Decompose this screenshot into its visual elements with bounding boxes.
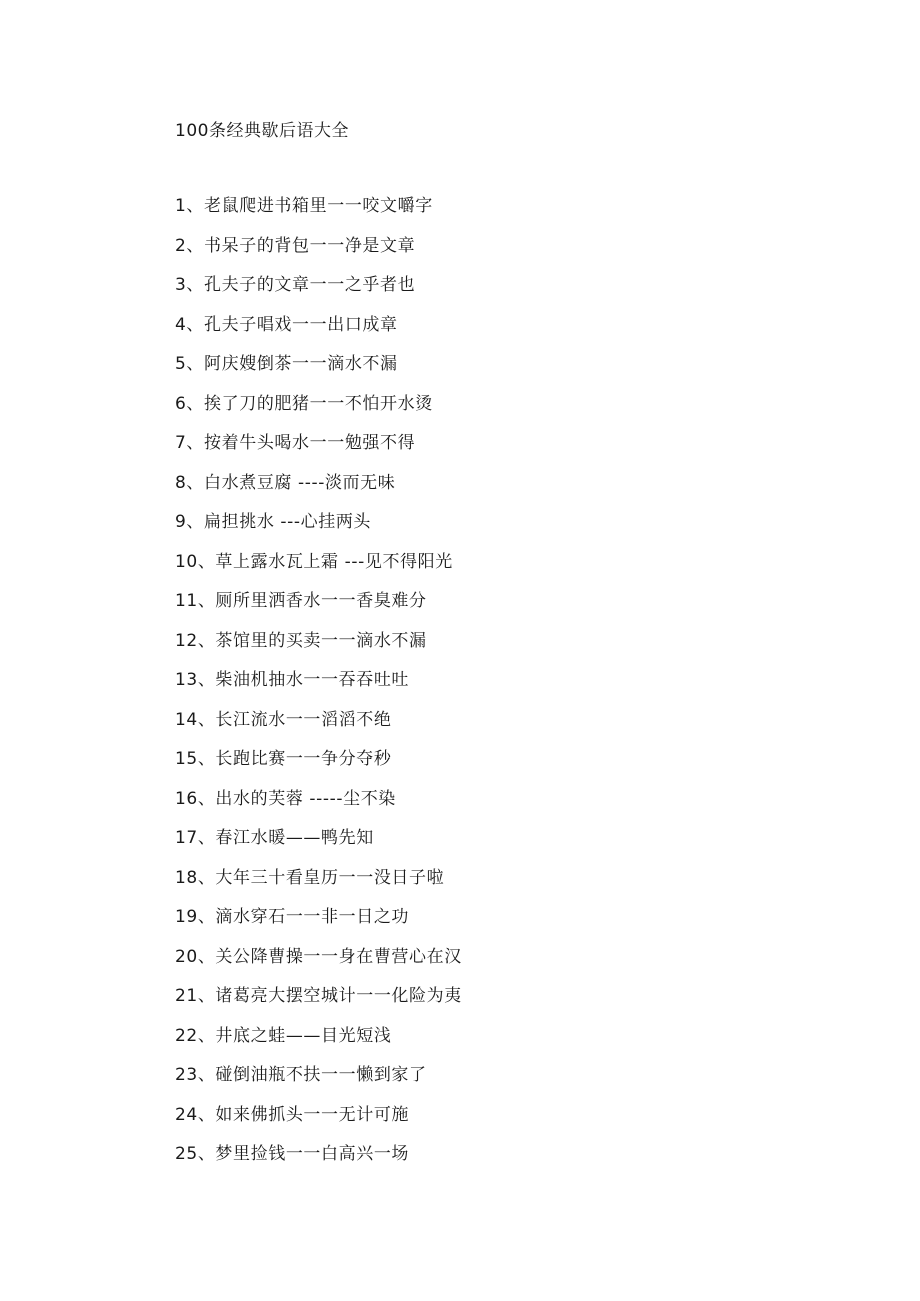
list-item: 4、孔夫子唱戏一一出口成章 — [175, 314, 398, 335]
list-item: 10、草上露水瓦上霜 ---见不得阳光 — [175, 551, 453, 572]
list-item: 18、大年三十看皇历一一没日子啦 — [175, 867, 445, 888]
list-item: 13、柴油机抽水一一吞吞吐吐 — [175, 670, 410, 690]
document-title: 100条经典歇后语大全 — [175, 121, 349, 141]
list-item: 20、关公降曹操一一身在曹营心在汉 — [175, 946, 462, 967]
list-item: 9、扁担挑水 ---心挂两头 — [175, 512, 372, 532]
list-item: 22、井底之蛙——目光短浅 — [175, 1025, 392, 1046]
list-item: 24、如来佛抓头一一无计可施 — [175, 1104, 410, 1125]
list-item: 21、诸葛亮大摆空城计一一化险为夷 — [175, 986, 462, 1006]
list-item: 25、梦里捡钱一一白高兴一场 — [175, 1144, 410, 1164]
list-item: 7、按着牛头喝水一一勉强不得 — [175, 433, 416, 453]
list-item: 11、厕所里洒香水一一香臭难分 — [175, 591, 427, 611]
list-item: 17、春江水暖——鸭先知 — [175, 828, 374, 848]
list-item: 1、老鼠爬进书箱里一一咬文嚼字 — [175, 196, 433, 216]
list-item: 16、出水的芙蓉 -----尘不染 — [175, 788, 396, 809]
list-item: 23、碰倒油瓶不扶一一懒到家了 — [175, 1065, 427, 1085]
list-item: 6、挨了刀的肥猪一一不怕开水烫 — [175, 393, 433, 414]
list-item: 2、书呆子的背包一一净是文章 — [175, 235, 416, 256]
proverb-list — [175, 194, 462, 1182]
list-item: 5、阿庆嫂倒茶一一滴水不漏 — [175, 354, 398, 374]
list-item: 14、长江流水一一滔滔不绝 — [175, 709, 392, 730]
list-item: 19、滴水穿石一一非一日之功 — [175, 907, 410, 927]
list-item: 3、孔夫子的文章一一之乎者也 — [175, 275, 416, 295]
list-item: 12、茶馆里的买卖一一滴水不漏 — [175, 630, 427, 651]
list-item: 8、白水煮豆腐 ----淡而无味 — [175, 472, 396, 493]
list-item: 15、长跑比赛一一争分夺秒 — [175, 749, 392, 769]
